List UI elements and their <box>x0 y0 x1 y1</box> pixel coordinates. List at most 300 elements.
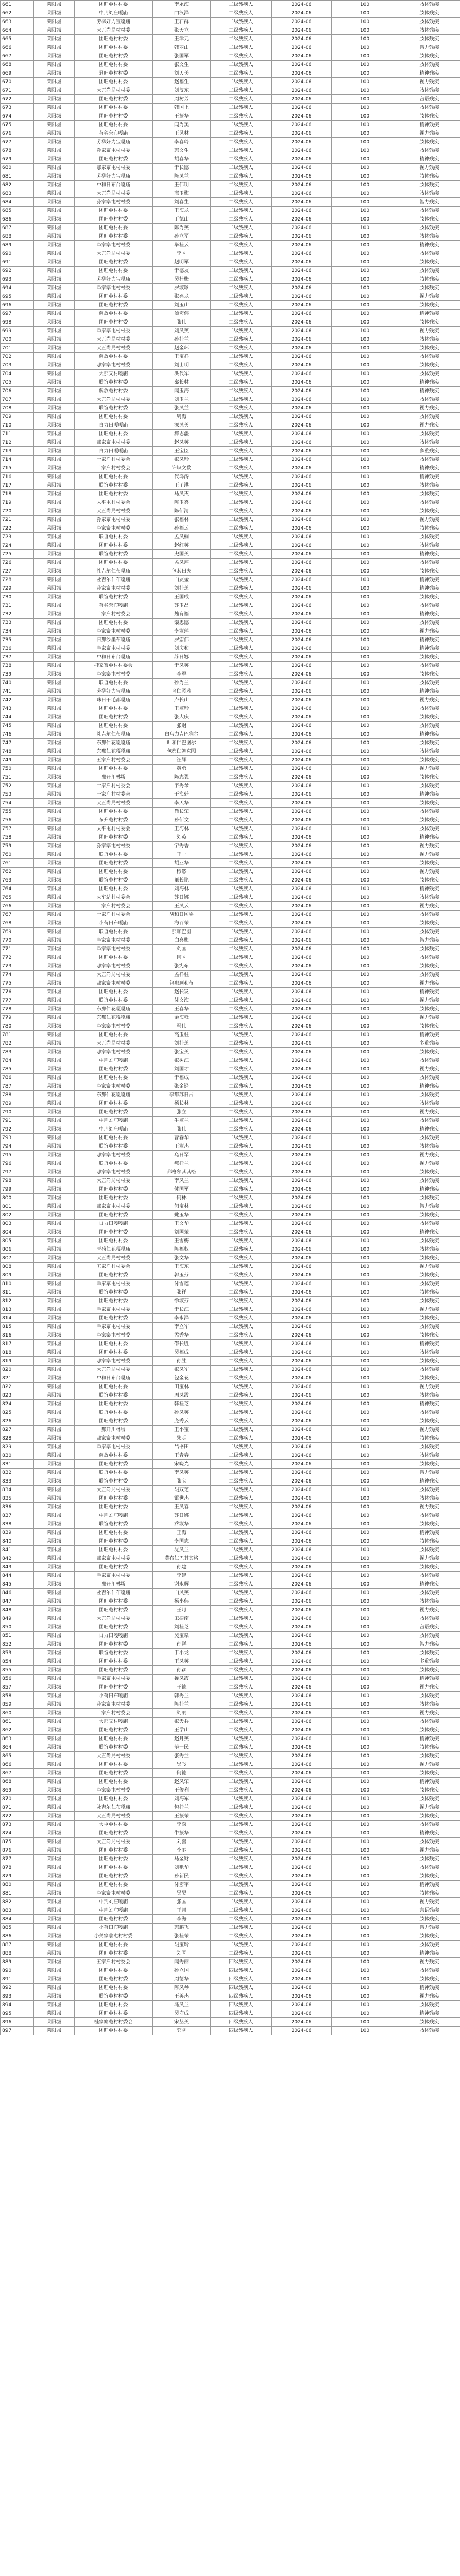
disability-grade-cell: 二级残疾人 <box>211 1202 272 1211</box>
village-cell: 大五尚局村村委 <box>75 249 153 258</box>
amount-cell: 100 <box>332 301 398 310</box>
name-cell: 霍世杰 <box>153 1494 211 1503</box>
disability-type-cell: 视力残疾 <box>398 404 460 413</box>
row-number-cell: 780 <box>1 1022 34 1031</box>
name-cell: 王小宝 <box>153 1426 211 1434</box>
village-cell: 团旺屯村村委 <box>75 1829 153 1838</box>
table-row <box>1 722 460 730</box>
month-cell: 2024-06 <box>272 430 332 438</box>
town-cell: 莱阳城 <box>34 1760 75 1769</box>
name-cell: 李立军 <box>153 1323 211 1331</box>
amount-cell: 100 <box>332 979 398 988</box>
disability-type-cell: 肢体残疾 <box>398 1769 460 1778</box>
disability-grade-cell: 二级残疾人 <box>211 559 272 567</box>
month-cell: 2024-06 <box>272 1065 332 1074</box>
month-cell: 2024-06 <box>272 1408 332 1417</box>
town-cell: 莱阳城 <box>34 1056 75 1065</box>
amount-cell: 100 <box>332 1906 398 1915</box>
disability-grade-cell: 二级残疾人 <box>211 18 272 26</box>
disability-grade-cell: 二级残疾人 <box>211 704 272 713</box>
village-cell: 社吉尔仁布嘎庙 <box>75 1589 153 1597</box>
disability-type-cell: 精神残疾 <box>398 885 460 893</box>
town-cell: 莱阳城 <box>34 653 75 662</box>
table-row <box>1 1589 460 1597</box>
row-number-cell: 810 <box>1 1280 34 1288</box>
disability-type-cell: 肢体残疾 <box>398 1408 460 1417</box>
village-cell: 小荷日布嘎庙 <box>75 1692 153 1700</box>
amount-cell: 100 <box>332 1048 398 1056</box>
disability-grade-cell: 二级残疾人 <box>211 919 272 928</box>
disability-type-cell: 视力残疾 <box>398 1065 460 1074</box>
table-row <box>1 69 460 78</box>
name-cell: 王宝臣 <box>153 447 211 456</box>
village-cell: 大五尚局村村委 <box>75 1838 153 1846</box>
amount-cell: 100 <box>332 584 398 593</box>
village-cell: 团旺屯村村委 <box>75 1460 153 1469</box>
village-cell: 大五尚局村村委 <box>75 1254 153 1263</box>
village-cell: 团旺屯村村委 <box>75 1760 153 1769</box>
name-cell: 刘丽 <box>153 1709 211 1718</box>
name-cell: 马伟 <box>153 1022 211 1031</box>
name-cell: 张秀兰 <box>153 1752 211 1760</box>
row-number-cell: 888 <box>1 1949 34 1958</box>
row-number-cell: 814 <box>1 1314 34 1323</box>
row-number-cell: 727 <box>1 567 34 576</box>
name-cell: 秦忠德 <box>153 619 211 627</box>
village-cell: 东那仁花嘎嘎庙 <box>75 1091 153 1099</box>
name-cell: 刘士明 <box>153 361 211 370</box>
disability-grade-cell: 二级残疾人 <box>211 1340 272 1348</box>
amount-cell: 100 <box>332 859 398 868</box>
village-cell: 团旺屯村村委 <box>75 301 153 310</box>
town-cell: 莱阳城 <box>34 1477 75 1486</box>
name-cell: 张伟 <box>153 1125 211 1134</box>
table-row <box>1 1898 460 1906</box>
disability-grade-cell: 二级残疾人 <box>211 1726 272 1735</box>
name-cell: 闫秀丽 <box>153 1958 211 1966</box>
disability-grade-cell: 二级残疾人 <box>211 885 272 893</box>
village-cell: 孙家寨屯村村委 <box>75 842 153 850</box>
month-cell: 2024-06 <box>272 327 332 335</box>
disability-grade-cell: 二级残疾人 <box>211 1366 272 1374</box>
disability-type-cell: 视力残疾 <box>398 1159 460 1168</box>
amount-cell: 100 <box>332 335 398 344</box>
row-number-cell: 694 <box>1 284 34 292</box>
month-cell: 2024-06 <box>272 790 332 799</box>
town-cell: 莱阳城 <box>34 850 75 859</box>
row-number-cell: 722 <box>1 524 34 533</box>
disability-type-cell: 言语残疾 <box>398 1623 460 1632</box>
amount-cell: 100 <box>332 318 398 327</box>
village-cell: 联谊屯村村委 <box>75 679 153 687</box>
town-cell: 莱阳城 <box>34 533 75 541</box>
disability-grade-cell: 二级残疾人 <box>211 962 272 971</box>
amount-cell: 100 <box>332 1220 398 1228</box>
disability-type-cell: 肢体残疾 <box>398 61 460 69</box>
row-number-cell: 745 <box>1 722 34 730</box>
month-cell: 2024-06 <box>272 1975 332 1984</box>
disability-type-cell: 肢体残疾 <box>398 1048 460 1056</box>
month-cell: 2024-06 <box>272 172 332 181</box>
disability-grade-cell: 二级残疾人 <box>211 1159 272 1168</box>
row-number-cell: 699 <box>1 327 34 335</box>
village-cell: 阜家寨屯村村委 <box>75 327 153 335</box>
disability-type-cell: 肢体残疾 <box>398 1323 460 1331</box>
name-cell: 苏日娜 <box>153 1511 211 1520</box>
month-cell: 2024-06 <box>272 26 332 35</box>
amount-cell: 100 <box>332 945 398 953</box>
row-number-cell: 712 <box>1 438 34 447</box>
town-cell: 莱阳城 <box>34 1494 75 1503</box>
amount-cell: 100 <box>332 1194 398 1202</box>
disability-type-cell: 肢体残疾 <box>398 541 460 550</box>
month-cell: 2024-06 <box>272 1649 332 1657</box>
amount-cell: 100 <box>332 181 398 189</box>
month-cell: 2024-06 <box>272 876 332 885</box>
disability-type-cell: 肢体残疾 <box>398 722 460 730</box>
name-cell: 穆然 <box>153 868 211 876</box>
village-cell: 团旺屯村村委 <box>75 859 153 868</box>
month-cell: 2024-06 <box>272 825 332 833</box>
month-cell: 2024-06 <box>272 1039 332 1048</box>
disability-type-cell: 肢体残疾 <box>398 1563 460 1572</box>
month-cell: 2024-06 <box>272 1280 332 1288</box>
disability-grade-cell: 二级残疾人 <box>211 404 272 413</box>
village-cell: 那家寨屯村村委 <box>75 1168 153 1177</box>
amount-cell: 100 <box>332 1400 398 1408</box>
disability-grade-cell: 二级残疾人 <box>211 207 272 215</box>
disability-type-cell: 精神残疾 <box>398 1881 460 1889</box>
village-cell: 团旺屯村村委 <box>75 1966 153 1975</box>
amount-cell: 100 <box>332 1589 398 1597</box>
row-number-cell: 866 <box>1 1760 34 1769</box>
month-cell: 2024-06 <box>272 962 332 971</box>
town-cell: 莱阳城 <box>34 1795 75 1803</box>
table-row <box>1 129 460 138</box>
town-cell: 莱阳城 <box>34 1031 75 1039</box>
month-cell: 2024-06 <box>272 353 332 361</box>
row-number-cell: 723 <box>1 533 34 541</box>
row-number-cell: 811 <box>1 1288 34 1297</box>
name-cell: 王国成 <box>153 593 211 601</box>
amount-cell: 100 <box>332 747 398 756</box>
table-row <box>1 1881 460 1889</box>
village-cell: 联谊屯村村委 <box>75 1288 153 1297</box>
disability-type-cell: 精神残疾 <box>398 1675 460 1683</box>
village-cell: 小荷日布嘎庙 <box>75 919 153 928</box>
disability-type-cell: 肢体残疾 <box>398 1838 460 1846</box>
row-number-cell: 806 <box>1 1245 34 1254</box>
town-cell: 莱阳城 <box>34 902 75 911</box>
amount-cell: 100 <box>332 78 398 86</box>
town-cell: 莱阳城 <box>34 267 75 275</box>
table-row <box>1 1752 460 1760</box>
disability-grade-cell: 二级残疾人 <box>211 1237 272 1245</box>
amount-cell: 100 <box>332 1 398 9</box>
town-cell: 莱阳城 <box>34 782 75 790</box>
row-number-cell: 693 <box>1 275 34 284</box>
village-cell: 小关家寨屯村村委 <box>75 1932 153 1941</box>
amount-cell: 100 <box>332 1958 398 1966</box>
town-cell: 莱阳城 <box>34 1082 75 1091</box>
month-cell: 2024-06 <box>272 1966 332 1975</box>
month-cell: 2024-06 <box>272 1314 332 1323</box>
disability-grade-cell: 二级残疾人 <box>211 361 272 370</box>
disability-type-cell: 肢体残疾 <box>398 1074 460 1082</box>
table-row <box>1 1142 460 1151</box>
table-row <box>1 86 460 95</box>
town-cell: 莱阳城 <box>34 1580 75 1589</box>
amount-cell: 100 <box>332 808 398 816</box>
disability-grade-cell: 二级残疾人 <box>211 1503 272 1511</box>
month-cell: 2024-06 <box>272 1769 332 1778</box>
amount-cell: 100 <box>332 438 398 447</box>
name-cell: 陈秀英 <box>153 224 211 232</box>
name-cell: 李凤英 <box>153 1469 211 1477</box>
name-cell: 刘玉山 <box>153 301 211 310</box>
disability-grade-cell: 二级残疾人 <box>211 773 272 782</box>
village-cell: 大那艾村嘎庙 <box>75 370 153 378</box>
village-cell: 中和日布台嘎庙 <box>75 653 153 662</box>
village-cell: 联谊屯村村委 <box>75 1159 153 1168</box>
row-number-cell: 680 <box>1 164 34 172</box>
village-cell: 阜家寨屯村村委 <box>75 945 153 953</box>
row-number-cell: 784 <box>1 1056 34 1065</box>
town-cell: 莱阳城 <box>34 876 75 885</box>
row-number-cell: 824 <box>1 1400 34 1408</box>
name-cell: 谢永辉 <box>153 1580 211 1589</box>
row-number-cell: 739 <box>1 670 34 679</box>
disability-grade-cell: 二级残疾人 <box>211 310 272 318</box>
village-cell: 团旺屯村村委 <box>75 1529 153 1537</box>
amount-cell: 100 <box>332 1821 398 1829</box>
town-cell: 莱阳城 <box>34 962 75 971</box>
amount-cell: 100 <box>332 1666 398 1675</box>
name-cell: 刘凤英 <box>153 327 211 335</box>
amount-cell: 100 <box>332 1503 398 1511</box>
amount-cell: 100 <box>332 1031 398 1039</box>
name-cell: 陈凤琴 <box>153 1984 211 1992</box>
village-cell: 白力日嘎嘎庙 <box>75 1220 153 1228</box>
disability-grade-cell: 二级残疾人 <box>211 516 272 524</box>
village-cell: 大五尚局村村委 <box>75 189 153 198</box>
row-number-cell: 768 <box>1 919 34 928</box>
row-number-cell: 823 <box>1 1391 34 1400</box>
amount-cell: 100 <box>332 464 398 473</box>
disability-grade-cell: 二级残疾人 <box>211 1735 272 1743</box>
disability-grade-cell: 二级残疾人 <box>211 490 272 498</box>
amount-cell: 100 <box>332 207 398 215</box>
disability-type-cell: 肢体残疾 <box>398 344 460 353</box>
name-cell: 胡和日图鲁 <box>153 911 211 919</box>
village-cell: 团旺屯村村委 <box>75 1863 153 1872</box>
disability-grade-cell: 二级残疾人 <box>211 524 272 533</box>
table-row <box>1 1966 460 1975</box>
name-cell: 张桂荣 <box>153 1932 211 1941</box>
amount-cell: 100 <box>332 1572 398 1580</box>
table-row <box>1 95 460 104</box>
disability-type-cell: 智力残疾 <box>398 43 460 52</box>
row-number-cell: 867 <box>1 1769 34 1778</box>
table-row <box>1 1 460 9</box>
village-cell: 五家户村村委会 <box>75 1263 153 1271</box>
row-number-cell: 682 <box>1 181 34 189</box>
row-number-cell: 746 <box>1 730 34 739</box>
row-number-cell: 762 <box>1 868 34 876</box>
name-cell: 沈凤兰 <box>153 1546 211 1554</box>
village-cell: 桂家寨屯村村委会 <box>75 662 153 670</box>
row-number-cell: 887 <box>1 1941 34 1949</box>
row-number-cell: 704 <box>1 370 34 378</box>
row-number-cell: 883 <box>1 1906 34 1915</box>
row-number-cell: 873 <box>1 1821 34 1829</box>
disability-grade-cell: 二级残疾人 <box>211 1855 272 1863</box>
table-row <box>1 1511 460 1520</box>
disability-type-cell: 精神残疾 <box>398 1340 460 1348</box>
town-cell: 莱阳城 <box>34 78 75 86</box>
month-cell: 2024-06 <box>272 704 332 713</box>
month-cell: 2024-06 <box>272 52 332 61</box>
village-cell: 东升屯村村委 <box>75 816 153 825</box>
amount-cell: 100 <box>332 1254 398 1263</box>
name-cell: 李国志 <box>153 1537 211 1546</box>
disability-grade-cell: 二级残疾人 <box>211 1863 272 1872</box>
amount-cell: 100 <box>332 1924 398 1932</box>
amount-cell: 100 <box>332 1537 398 1546</box>
amount-cell: 100 <box>332 1117 398 1125</box>
month-cell: 2024-06 <box>272 1074 332 1082</box>
village-cell: 阜家寨屯村村委 <box>75 1572 153 1580</box>
row-number-cell: 678 <box>1 146 34 155</box>
month-cell: 2024-06 <box>272 619 332 627</box>
name-cell: 刘春生 <box>153 198 211 207</box>
amount-cell: 100 <box>332 69 398 78</box>
amount-cell: 100 <box>332 962 398 971</box>
name-cell: 王俊利 <box>153 1786 211 1795</box>
table-row <box>1 1632 460 1640</box>
village-cell: 团旺屯村村委 <box>75 78 153 86</box>
disability-type-cell: 肢体残疾 <box>398 232 460 241</box>
name-cell: 张祥 <box>153 1288 211 1297</box>
name-cell: 孟凤芹 <box>153 559 211 567</box>
month-cell: 2024-06 <box>272 61 332 69</box>
row-number-cell: 874 <box>1 1829 34 1838</box>
disability-grade-cell: 二级残疾人 <box>211 1074 272 1082</box>
village-cell: 团旺屯村村委 <box>75 1546 153 1554</box>
amount-cell: 100 <box>332 722 398 730</box>
table-row <box>1 258 460 267</box>
name-cell: 李凤兰 <box>153 1177 211 1185</box>
village-cell: 大五尚局村村委 <box>75 507 153 516</box>
row-number-cell: 875 <box>1 1838 34 1846</box>
disability-type-cell: 肢体残疾 <box>398 619 460 627</box>
row-number-cell: 769 <box>1 928 34 936</box>
town-cell: 莱阳城 <box>34 1554 75 1563</box>
town-cell: 莱阳城 <box>34 825 75 833</box>
amount-cell: 100 <box>332 481 398 490</box>
village-cell: 太平屯村村委会 <box>75 825 153 833</box>
month-cell: 2024-06 <box>272 241 332 249</box>
name-cell: 刘桂芝 <box>153 584 211 593</box>
disability-grade-cell: 二级残疾人 <box>211 421 272 430</box>
town-cell: 莱阳城 <box>34 627 75 636</box>
name-cell: 孙颖 <box>153 1666 211 1675</box>
village-cell: 东那仁花嘎嘎庙 <box>75 1005 153 1014</box>
disability-type-cell: 肢体残疾 <box>398 1700 460 1709</box>
table-row <box>1 361 460 370</box>
month-cell: 2024-06 <box>272 207 332 215</box>
town-cell: 莱阳城 <box>34 739 75 747</box>
row-number-cell: 732 <box>1 610 34 619</box>
table-row <box>1 601 460 610</box>
row-number-cell: 752 <box>1 782 34 790</box>
month-cell: 2024-06 <box>272 601 332 610</box>
amount-cell: 100 <box>332 1202 398 1211</box>
disability-type-cell: 肢体残疾 <box>398 86 460 95</box>
disability-grade-cell: 二级残疾人 <box>211 1821 272 1829</box>
month-cell: 2024-06 <box>272 121 332 129</box>
amount-cell: 100 <box>332 9 398 18</box>
row-number-cell: 718 <box>1 490 34 498</box>
row-number-cell: 661 <box>1 1 34 9</box>
month-cell: 2024-06 <box>272 1657 332 1666</box>
month-cell: 2024-06 <box>272 1632 332 1640</box>
row-number-cell: 885 <box>1 1924 34 1932</box>
table-row <box>1 198 460 207</box>
month-cell: 2024-06 <box>272 1735 332 1743</box>
amount-cell: 100 <box>332 1675 398 1683</box>
disability-grade-cell: 二级残疾人 <box>211 696 272 704</box>
disability-grade-cell: 二级残疾人 <box>211 928 272 936</box>
name-cell: 赵凤荣 <box>153 1778 211 1786</box>
amount-cell: 100 <box>332 1580 398 1589</box>
disability-type-cell: 肢体残疾 <box>398 1168 460 1177</box>
table-row <box>1 885 460 893</box>
disability-type-cell: 精神残疾 <box>398 584 460 593</box>
table-row <box>1 687 460 696</box>
row-number-cell: 861 <box>1 1718 34 1726</box>
village-cell: 大那艾村嘎庙 <box>75 1718 153 1726</box>
row-number-cell: 852 <box>1 1640 34 1649</box>
table-row <box>1 1400 460 1408</box>
amount-cell: 100 <box>332 1374 398 1383</box>
disability-type-cell: 视力残疾 <box>398 1554 460 1563</box>
disability-grade-cell: 四级残疾人 <box>211 2027 272 2035</box>
town-cell: 莱阳城 <box>34 395 75 404</box>
disability-grade-cell: 二级残疾人 <box>211 438 272 447</box>
disability-grade-cell: 四级残疾人 <box>211 2001 272 2009</box>
name-cell: 魏有福 <box>153 610 211 619</box>
disability-grade-cell: 二级残疾人 <box>211 1099 272 1108</box>
village-cell: 中荆刘庄嘎庙 <box>75 1906 153 1915</box>
town-cell: 莱阳城 <box>34 644 75 653</box>
disability-grade-cell: 二级残疾人 <box>211 35 272 43</box>
row-number-cell: 870 <box>1 1795 34 1803</box>
disability-grade-cell: 二级残疾人 <box>211 1640 272 1649</box>
row-number-cell: 720 <box>1 507 34 516</box>
amount-cell: 100 <box>332 1297 398 1305</box>
town-cell: 莱阳城 <box>34 35 75 43</box>
disability-type-cell: 肢体残疾 <box>398 1288 460 1297</box>
disability-type-cell: 肢体残疾 <box>398 1134 460 1142</box>
table-row <box>1 1039 460 1048</box>
row-number-cell: 868 <box>1 1778 34 1786</box>
village-cell: 联谊屯村村委 <box>75 1469 153 1477</box>
row-number-cell: 668 <box>1 61 34 69</box>
amount-cell: 100 <box>332 1829 398 1838</box>
name-cell: 肖长荣 <box>153 808 211 816</box>
disability-grade-cell: 二级残疾人 <box>211 1949 272 1958</box>
